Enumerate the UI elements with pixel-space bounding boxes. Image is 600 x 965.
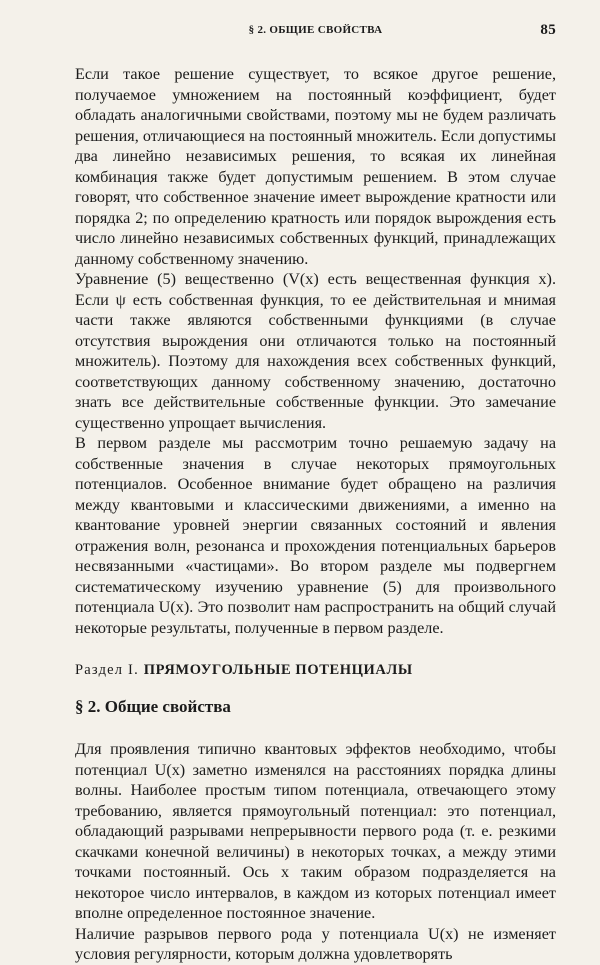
section-prefix: Раздел I. — [75, 662, 139, 678]
section-heading — [75, 662, 556, 679]
main-text — [75, 64, 556, 965]
running-title: § 2. ОБЩИЕ СВОЙСТВА — [248, 24, 383, 36]
page-number: 85 — [540, 22, 556, 38]
paragraph: Если такое решение существует, то всякое другое решение, получаемое умножением на постоянный коэффициент, будет обладать аналогичными свойствами, поэтому мы не будем различать решения, отличающиеся на постоянный множитель. Если допустимы два линейно независимых решения, то всякая их линейная комбинация также будет допустимым решением. В этом случае говорят, что собственное значение имеет вырождение кратности или порядка 2; по определению кратность или порядок вырождения есть число линейно независимых собственных функций, принадлежащих данному собственному значению. — [75, 65, 556, 268]
subsection-heading: § 2. Общие свойства — [75, 697, 231, 716]
running-header — [75, 24, 556, 46]
paragraph: Уравнение (5) вещественно (V(x) есть вещественная функция x). Если ψ есть собственная функция, то ее действительная и мнимая части также являются собственными функциями (в случае отсутствия вырождения они отличаются только на постоянный множитель). Поэтому для нахождения всех собственных функций, соответствующих данному собственному значению, достаточно знать все действительные собственные функции. Это замечание существенно упрощает вычисления. — [75, 270, 556, 432]
paragraph: Для проявления типично квантовых эффектов необходимо, чтобы потенциал U(x) заметно изменялся на расстояниях порядка длины волны. Наиболее простым типом потенциала, отвечающего этому требованию, является прямоугольный потенциал: это потенциал, обладающий разрывами непрерывности первого рода (т. е. резкими скачками конечной величины) в некоторых точках, а между этими точками постоянный. Ось x таким образом подразделяется на некоторое число интервалов, в каждом из которых потенциал имеет вполне определенное постоянное значение. — [75, 740, 556, 922]
paragraph: В первом разделе мы рассмотрим точно решаемую задачу на собственные значения в случае некоторых прямоугольных потенциалов. Особенное внимание будет обращено на различия между квантовыми и классическими движениями, а именно на квантование уровней энергии связанных состояний и явления отражения волн, резонанса и прохождения потенциальных барьеров несвязанными «частицами». Во втором разделе мы подвергнем систематическому изучению уравнение (5) для произвольного потенциала U(x). Это позволит нам распространить на общий случай некоторые результаты, полученные в первом разделе. — [75, 434, 556, 637]
section-title: ПРЯМОУГОЛЬНЫЕ ПОТЕНЦИАЛЫ — [143, 662, 413, 678]
paragraph: Наличие разрывов первого рода у потенциала U(x) не изменяет условия регулярности, которым должна удовлетворять — [75, 924, 556, 963]
